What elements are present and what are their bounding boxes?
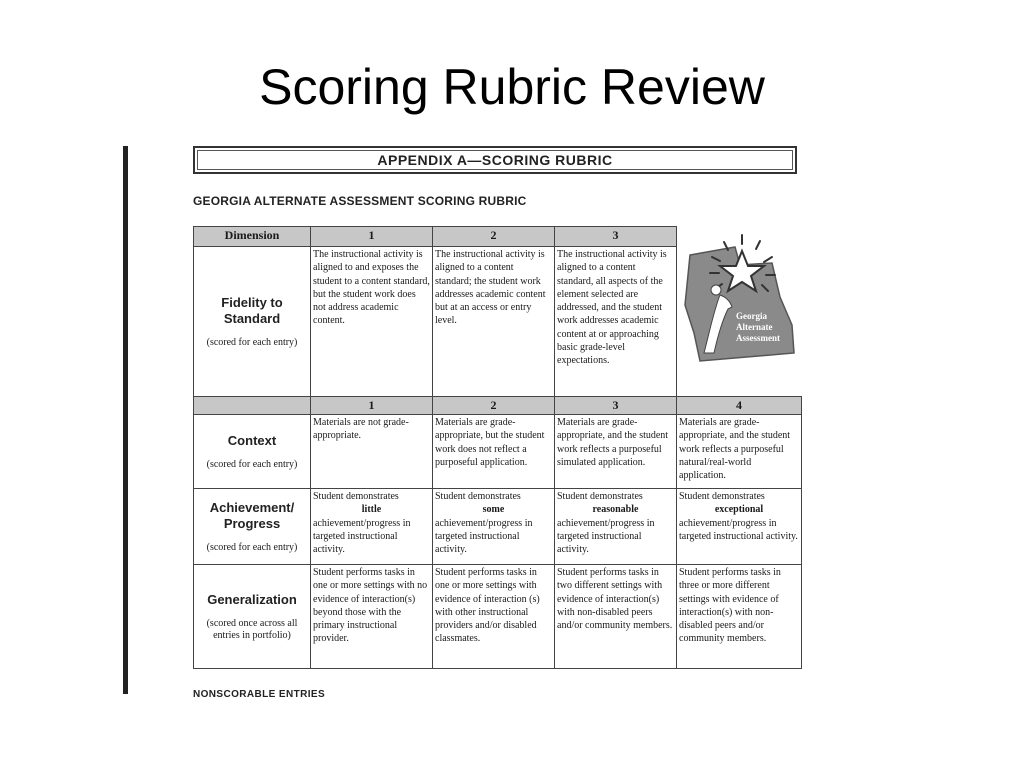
header-cell (194, 397, 311, 415)
logo-text: Georgia Alternate Assessment (736, 310, 780, 343)
table-header-row (194, 227, 802, 247)
rubric-heading: GEORGIA ALTERNATE ASSESSMENT SCORING RUBRIC (193, 194, 527, 208)
cell-text: Student demonstrates (313, 491, 399, 502)
header-cell: 3 (555, 227, 677, 247)
rubric-cell (433, 489, 555, 565)
table-row (194, 415, 802, 489)
rubric-cell: The instructional activity is aligned to a content standard, all aspects of the element selected are addressed, and the student work addresses academic content at or approaching basic grade-level expectations. (555, 247, 677, 397)
rating-word: some (482, 504, 505, 516)
header-cell: 3 (555, 397, 677, 415)
header-cell: 1 (311, 397, 433, 415)
cell-text: achievement/progress in targeted instructional activity. (557, 517, 655, 556)
nonscorable-entries-heading: NONSCORABLE ENTRIES (193, 689, 326, 700)
rubric-cell: Student performs tasks in two different settings with evidence of interaction(s) with non-disabled peers and/or community members. (555, 565, 677, 669)
dimension-name: Generalization (207, 591, 297, 607)
dimension-name: Context (227, 432, 277, 448)
rubric-cell: The instructional activity is aligned to a content standard; the student work addresses academic content but at an access or entry level. (433, 247, 555, 397)
scoring-rubric-table (193, 226, 802, 669)
header-cell: 1 (311, 227, 433, 247)
rubric-cell: Materials are not grade-appropriate. (311, 415, 433, 489)
dimension-cell (194, 415, 311, 489)
cell-text: Student demonstrates (435, 491, 521, 502)
logo-cell (677, 227, 802, 397)
cell-text: Student demonstrates (557, 491, 643, 502)
slide-title: Scoring Rubric Review (259, 59, 765, 115)
dimension-name: Fidelity to Standard (221, 294, 283, 326)
rubric-cell: Student performs tasks in one or more settings with no evidence of interaction(s) beyond those with the primary instructional provider. (311, 565, 433, 669)
rubric-cell: Student performs tasks in one or more settings with evidence of interaction (s) with other instructional providers and/or disabled classmates. (433, 565, 555, 669)
cell-text: achievement/progress in targeted instructional activity. (313, 517, 411, 556)
dimension-cell (194, 565, 311, 669)
rubric-document-image (191, 146, 801, 700)
rubric-cell: Materials are grade-appropriate, and the student work reflects a purposeful simulated application. (555, 415, 677, 489)
georgia-alternate-assessment-logo (680, 235, 798, 375)
dimension-name: Achievement/ Progress (209, 499, 295, 531)
rubric-cell (555, 489, 677, 565)
appendix-title: APPENDIX A—SCORING RUBRIC (193, 146, 797, 174)
header-cell: 2 (433, 227, 555, 247)
table-header-row (194, 397, 802, 415)
rating-word: exceptional (714, 504, 764, 516)
rating-word: reasonable (592, 504, 639, 516)
dimension-note: (scored for each entry) (206, 458, 298, 470)
header-cell: 2 (433, 397, 555, 415)
rating-word: little (361, 504, 382, 516)
dimension-note: (scored once across all entries in portfolio) (206, 617, 298, 641)
dimension-note: (scored for each entry) (206, 336, 298, 348)
rubric-cell: Materials are grade-appropriate, and the student work reflects a purposeful natural/real-world application. (677, 415, 802, 489)
rubric-cell: Materials are grade-appropriate, but the student work does not reflect a purposeful application. (433, 415, 555, 489)
rubric-cell (677, 489, 802, 565)
header-cell: 4 (677, 397, 802, 415)
table-row (194, 565, 802, 669)
header-cell: Dimension (194, 227, 311, 247)
dimension-note: (scored for each entry) (206, 541, 298, 553)
rubric-cell (311, 489, 433, 565)
rubric-cell: Student performs tasks in three or more different settings with evidence of interaction(s) with non-disabled peers and/or community members. (677, 565, 802, 669)
cell-text: achievement/progress in targeted instructional activity. (679, 517, 798, 542)
dimension-cell (194, 247, 311, 397)
cell-text: Student demonstrates (679, 491, 765, 502)
rubric-cell: The instructional activity is aligned to and exposes the student to a content standard, but the student work does not address academic content. (311, 247, 433, 397)
dimension-cell (194, 489, 311, 565)
left-border-bar (123, 146, 128, 694)
cell-text: achievement/progress in targeted instructional activity. (435, 517, 533, 556)
table-row (194, 489, 802, 565)
